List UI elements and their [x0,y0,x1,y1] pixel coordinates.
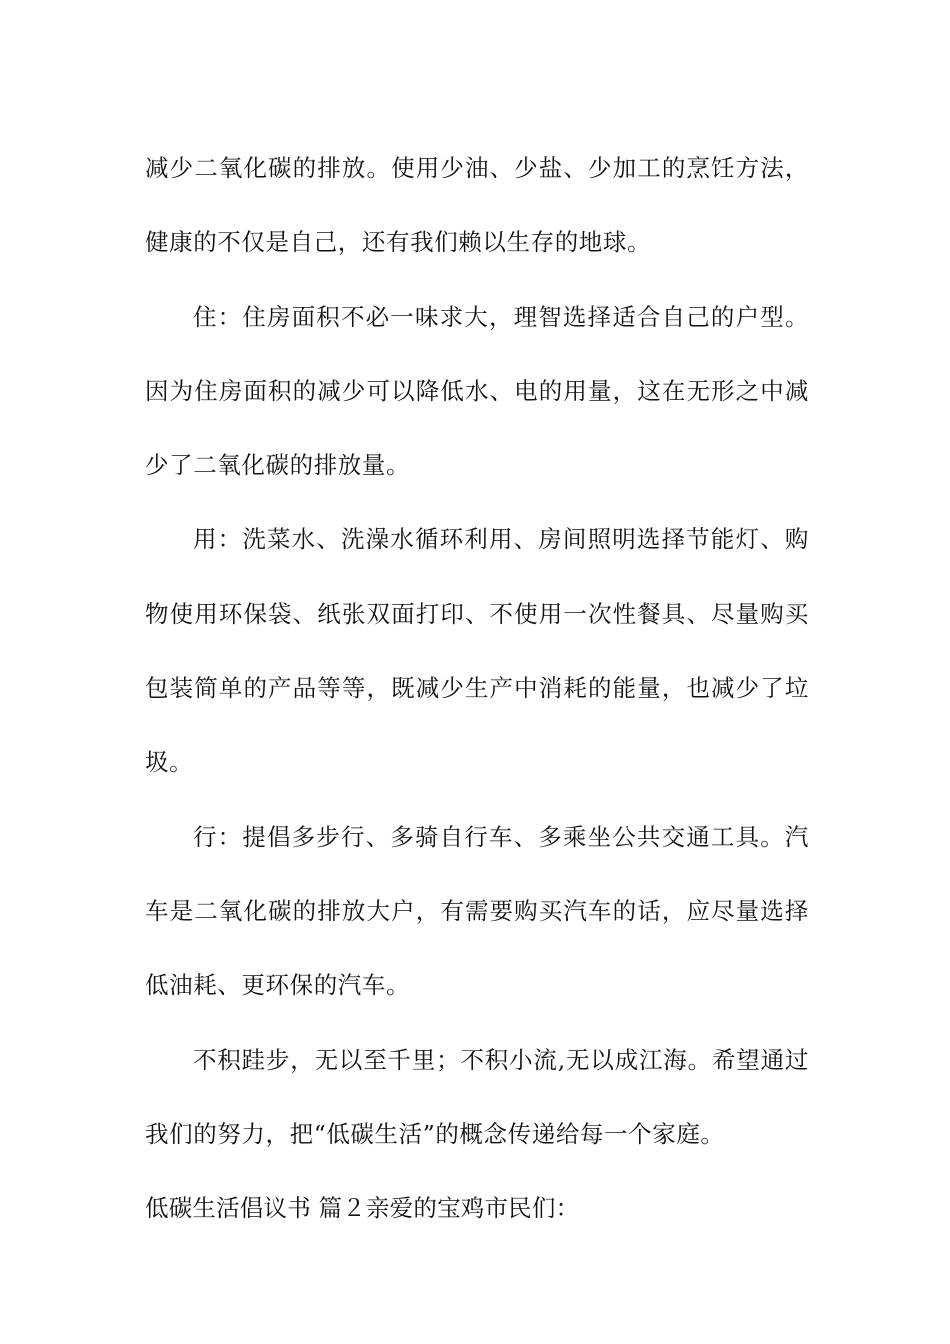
paragraph-diet-continued: 减少二氧化碳的排放。使用少油、少盐、少加工的烹饪方法，健康的不仅是自己，还有我们赖以生存的地球。 [145,154,809,257]
paragraph-conclusion: 不积跬步，无以至千里；不积小流,无以成江海。希望通过我们的努力，把“低碳生活”的概念传递给每一个家庭。 [145,1045,809,1148]
paragraph-usage: 用：洗菜水、洗澡水循环利用、房间照明选择节能灯、购物使用环保袋、纸张双面打印、不使用一次性餐具、尽量购买包装简单的产品等等，既减少生产中消耗的能量，也减少了垃圾。 [145,525,809,777]
section-heading: 低碳生活倡议书 篇２亲爱的宝鸡市民们： [145,1194,580,1223]
document-body [145,131,809,1245]
paragraph-housing: 住：住房面积不必一味求大，理智选择适合自己的户型。因为住房面积的减少可以降低水、电的用量，这在无形之中减少了二氧化碳的排放量。 [145,302,809,480]
paragraph-travel: 行：提倡多步行、多骑自行车、多乘坐公共交通工具。汽车是二氧化碳的排放大户，有需要购买汽车的话，应尽量选择低油耗、更环保的汽车。 [145,822,809,1000]
